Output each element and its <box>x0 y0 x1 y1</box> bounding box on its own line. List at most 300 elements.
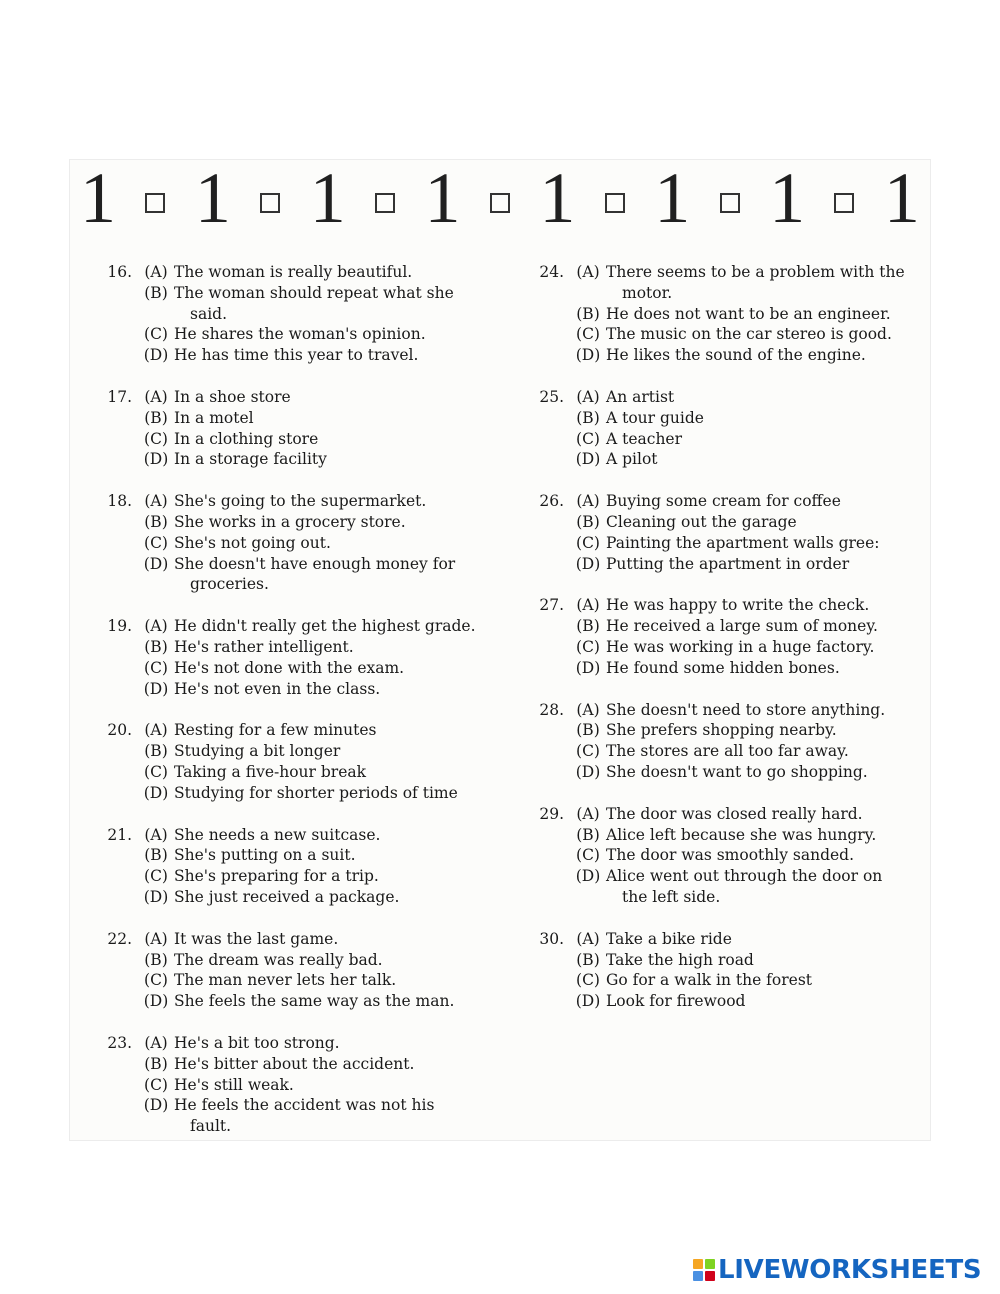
answer-option <box>94 845 514 866</box>
option-text-continuation: said. <box>190 304 228 323</box>
option-text-line: Alice went out through the door on <box>606 867 883 886</box>
option-text-line: A pilot <box>606 450 658 469</box>
header-box-icon <box>260 193 280 213</box>
option-text <box>606 262 926 304</box>
answer-option <box>94 783 514 804</box>
option-text <box>606 658 926 679</box>
option-text-line: The stores are all too far away. <box>606 742 849 761</box>
option-text-line: He didn't really get the highest grade. <box>174 617 476 636</box>
question-block <box>94 491 514 595</box>
answer-option <box>94 637 514 658</box>
answer-option <box>94 429 514 450</box>
option-text <box>174 408 514 429</box>
option-text-line: The dream was really bad. <box>174 950 383 969</box>
question-number: 28. <box>539 700 564 719</box>
question-number: 30. <box>539 929 564 948</box>
option-text-line: She's not going out. <box>174 533 331 552</box>
option-letter: (A) <box>144 617 168 636</box>
option-text <box>606 825 926 846</box>
option-text-continuation: motor. <box>622 283 673 302</box>
header-section-number: 1 <box>194 158 231 238</box>
option-text <box>606 533 926 554</box>
option-letter: (B) <box>144 512 168 531</box>
logo-square <box>693 1259 703 1269</box>
option-letter: (C) <box>576 429 600 448</box>
option-letter: (D) <box>143 346 169 365</box>
option-text <box>174 887 514 908</box>
option-letter: (B) <box>576 408 600 427</box>
option-text-line: He was happy to write the check. <box>606 596 870 615</box>
question-number: 23. <box>107 1033 132 1052</box>
question-block <box>526 700 926 783</box>
option-letter: (D) <box>575 762 601 781</box>
answer-option <box>94 741 514 762</box>
answer-option <box>526 929 926 950</box>
answer-option <box>526 637 926 658</box>
answer-option <box>94 554 514 596</box>
number-spacer <box>94 991 138 1012</box>
number-spacer <box>526 658 570 679</box>
option-text <box>174 429 514 450</box>
option-letter: (B) <box>144 283 168 302</box>
number-spacer <box>526 304 570 325</box>
option-text <box>174 533 514 554</box>
answer-option <box>526 304 926 325</box>
question-block <box>526 387 926 470</box>
answer-option <box>94 658 514 679</box>
option-text-line: In a clothing store <box>174 429 319 448</box>
question-block <box>526 491 926 574</box>
option-text-line: The man never lets her talk. <box>174 971 397 990</box>
option-text <box>174 262 514 283</box>
header-box-icon <box>490 193 510 213</box>
number-spacer <box>526 554 570 575</box>
answer-option <box>526 262 926 304</box>
number-spacer <box>94 408 138 429</box>
question-block <box>94 387 514 470</box>
option-letter: (A) <box>576 387 600 406</box>
number-spacer <box>526 429 570 450</box>
option-text <box>174 554 514 596</box>
option-letter: (A) <box>144 263 168 281</box>
question-number: 22. <box>107 929 132 948</box>
question-block <box>526 804 926 908</box>
answer-option <box>94 616 514 637</box>
option-letter: (C) <box>144 867 168 886</box>
number-spacer <box>94 449 138 470</box>
number-spacer <box>526 345 570 366</box>
number-spacer <box>94 658 138 679</box>
option-letter: (D) <box>143 992 169 1011</box>
option-letter: (C) <box>576 846 600 865</box>
answer-option <box>94 1075 514 1096</box>
number-spacer <box>526 408 570 429</box>
option-text <box>606 637 926 658</box>
questions-right-column <box>526 262 926 1033</box>
option-text <box>606 741 926 762</box>
option-text-line: He does not want to be an engineer. <box>606 304 891 323</box>
option-text <box>174 783 514 804</box>
question-number: 19. <box>107 617 132 636</box>
option-text <box>606 304 926 325</box>
answer-option <box>526 804 926 825</box>
option-text-line: She doesn't have enough money for <box>174 554 456 573</box>
number-spacer <box>94 866 138 887</box>
option-text-line: He's bitter about the accident. <box>174 1054 415 1073</box>
question-number: 20. <box>107 721 132 740</box>
option-text <box>174 616 514 637</box>
option-letter: (C) <box>144 325 168 344</box>
answer-option <box>94 1095 514 1137</box>
option-text <box>174 1075 514 1096</box>
answer-option <box>94 1054 514 1075</box>
number-spacer <box>94 283 138 325</box>
option-letter: (D) <box>575 554 601 573</box>
answer-option <box>94 449 514 470</box>
question-block <box>94 616 514 699</box>
option-text-line: He's a bit too strong. <box>174 1033 340 1052</box>
option-text <box>606 491 926 512</box>
option-text <box>606 762 926 783</box>
option-letter: (A) <box>144 492 168 511</box>
question-number: 29. <box>539 804 564 823</box>
option-letter: (D) <box>575 658 601 677</box>
number-spacer <box>526 324 570 345</box>
answer-option <box>526 845 926 866</box>
option-text-line: She's going to the supermarket. <box>174 492 427 511</box>
option-letter: (D) <box>143 783 169 802</box>
number-spacer <box>94 345 138 366</box>
number-spacer <box>526 720 570 741</box>
option-letter: (A) <box>576 804 600 823</box>
number-spacer <box>94 970 138 991</box>
header-box-icon <box>834 193 854 213</box>
option-text-continuation: groceries. <box>190 575 269 594</box>
number-spacer <box>94 950 138 971</box>
number-spacer <box>94 429 138 450</box>
header-box-icon <box>145 193 165 213</box>
option-text <box>606 345 926 366</box>
option-letter: (D) <box>143 450 169 469</box>
option-text <box>174 1054 514 1075</box>
option-letter: (C) <box>144 1075 168 1094</box>
answer-option <box>94 991 514 1012</box>
logo-square <box>693 1271 703 1281</box>
option-letter: (B) <box>576 950 600 969</box>
option-text-line: She's putting on a suit. <box>174 846 356 865</box>
option-letter: (B) <box>144 742 168 761</box>
option-text-line: A teacher <box>606 429 683 448</box>
option-text-line: He found some hidden bones. <box>606 658 840 677</box>
option-text-line: Buying some cream for coffee <box>606 492 841 511</box>
answer-option <box>94 970 514 991</box>
option-text-line: Take a bike ride <box>606 929 732 948</box>
number-spacer <box>526 991 570 1012</box>
option-text <box>606 387 926 408</box>
option-text <box>606 512 926 533</box>
option-text-line: She works in a grocery store. <box>174 512 406 531</box>
option-text <box>174 762 514 783</box>
option-letter: (A) <box>576 700 600 719</box>
number-spacer <box>94 512 138 533</box>
header-section-number: 1 <box>424 158 461 238</box>
header-section-number: 1 <box>654 158 691 238</box>
option-text-line: There seems to be a problem with the <box>606 263 905 281</box>
option-letter: (C) <box>576 325 600 344</box>
option-text-line: He shares the woman's opinion. <box>174 325 426 344</box>
answer-option <box>94 387 514 408</box>
number-spacer <box>94 554 138 596</box>
option-text <box>606 429 926 450</box>
number-spacer <box>526 970 570 991</box>
header-box-icon <box>605 193 625 213</box>
question-block <box>94 262 514 366</box>
option-text-line: She needs a new suitcase. <box>174 825 381 844</box>
option-letter: (B) <box>576 825 600 844</box>
answer-option <box>526 825 926 846</box>
number-spacer <box>94 1054 138 1075</box>
answer-option <box>94 345 514 366</box>
header-section-number: 1 <box>80 158 116 238</box>
option-text <box>174 1095 514 1137</box>
option-text <box>174 491 514 512</box>
answer-option <box>526 616 926 637</box>
option-letter: (D) <box>575 867 601 886</box>
option-text <box>606 804 926 825</box>
number-spacer <box>94 887 138 908</box>
option-text <box>174 741 514 762</box>
option-letter: (C) <box>576 971 600 990</box>
option-text <box>606 720 926 741</box>
answer-option <box>526 595 926 616</box>
number-spacer <box>526 637 570 658</box>
option-text <box>174 658 514 679</box>
option-letter: (B) <box>144 637 168 656</box>
number-spacer <box>94 1095 138 1137</box>
option-text <box>174 637 514 658</box>
scanned-worksheet <box>70 160 930 1140</box>
option-text-line: He likes the sound of the engine. <box>606 346 866 365</box>
answer-option <box>526 970 926 991</box>
header-section-number: 1 <box>539 158 576 238</box>
option-text <box>174 866 514 887</box>
option-text <box>174 720 514 741</box>
option-text-continuation: fault. <box>190 1117 232 1136</box>
logo-square <box>705 1259 715 1269</box>
question-block <box>94 720 514 803</box>
question-number: 17. <box>107 387 132 406</box>
option-text-line: Painting the apartment walls gree: <box>606 533 880 552</box>
option-letter: (A) <box>144 825 168 844</box>
logo-mark-icon <box>693 1259 715 1281</box>
option-letter: (B) <box>144 846 168 865</box>
answer-option <box>94 491 514 512</box>
option-letter: (D) <box>143 679 169 698</box>
question-number: 26. <box>539 492 564 511</box>
option-text-line: Resting for a few minutes <box>174 721 377 740</box>
option-text <box>606 845 926 866</box>
answer-option <box>94 679 514 700</box>
logo-text: LIVEWORKSHEETS <box>718 1255 982 1285</box>
option-letter: (C) <box>576 533 600 552</box>
option-text-line: The woman is really beautiful. <box>174 263 413 281</box>
number-spacer <box>94 762 138 783</box>
option-letter: (C) <box>144 429 168 448</box>
option-text-line: The door was closed really hard. <box>606 804 863 823</box>
number-spacer <box>94 741 138 762</box>
option-letter: (B) <box>576 721 600 740</box>
option-text <box>174 950 514 971</box>
answer-option <box>94 887 514 908</box>
option-text-line: Studying for shorter periods of time <box>174 783 458 802</box>
answer-option <box>94 533 514 554</box>
option-text-line: It was the last game. <box>174 929 339 948</box>
option-text-line: Take the high road <box>606 950 754 969</box>
option-text <box>606 950 926 971</box>
option-text-line: He's still weak. <box>174 1075 294 1094</box>
option-text-line: The woman should repeat what she <box>174 283 454 302</box>
option-text <box>174 929 514 950</box>
question-block <box>526 262 926 366</box>
question-number: 25. <box>539 387 564 406</box>
option-text-line: In a storage facility <box>174 450 327 469</box>
option-letter: (C) <box>576 637 600 656</box>
option-text <box>174 512 514 533</box>
question-block <box>526 595 926 678</box>
option-letter: (A) <box>576 263 600 281</box>
answer-option <box>526 720 926 741</box>
option-text-line: He's rather intelligent. <box>174 637 354 656</box>
option-text <box>606 970 926 991</box>
answer-option <box>526 387 926 408</box>
header-box-icon <box>720 193 740 213</box>
number-spacer <box>94 637 138 658</box>
answer-option <box>526 762 926 783</box>
option-letter: (A) <box>144 387 168 406</box>
number-spacer <box>94 533 138 554</box>
option-letter: (C) <box>144 762 168 781</box>
option-letter: (A) <box>144 929 168 948</box>
section-header <box>80 158 920 238</box>
option-text <box>174 1033 514 1054</box>
question-number: 27. <box>539 596 564 615</box>
option-letter: (C) <box>144 658 168 677</box>
option-text-line: He was working in a huge factory. <box>606 637 875 656</box>
option-text <box>174 449 514 470</box>
option-text <box>606 616 926 637</box>
answer-option <box>526 554 926 575</box>
answer-option <box>526 950 926 971</box>
option-letter: (A) <box>576 492 600 511</box>
option-letter: (D) <box>143 554 169 573</box>
answer-option <box>94 762 514 783</box>
option-text <box>174 845 514 866</box>
answer-option <box>94 324 514 345</box>
option-text-line: An artist <box>606 387 675 406</box>
option-text-line: In a shoe store <box>174 387 291 406</box>
option-letter: (B) <box>576 512 600 531</box>
answer-option <box>526 512 926 533</box>
option-text-line: She doesn't want to go shopping. <box>606 762 868 781</box>
option-text <box>606 700 926 721</box>
number-spacer <box>94 1075 138 1096</box>
answer-option <box>94 950 514 971</box>
number-spacer <box>526 449 570 470</box>
option-text-line: She feels the same way as the man. <box>174 992 455 1011</box>
option-letter: (D) <box>575 450 601 469</box>
option-text <box>606 991 926 1012</box>
answer-option <box>94 1033 514 1054</box>
option-letter: (B) <box>576 617 600 636</box>
option-text-line: Studying a bit longer <box>174 742 341 761</box>
questions-left-column <box>94 262 514 1158</box>
option-text-line: A tour guide <box>606 408 704 427</box>
answer-option <box>526 408 926 429</box>
option-text <box>606 408 926 429</box>
option-letter: (D) <box>575 992 601 1011</box>
option-text-line: He has time this year to travel. <box>174 346 419 365</box>
answer-option <box>526 449 926 470</box>
option-text-line: The music on the car stereo is good. <box>606 325 892 344</box>
answer-option <box>526 533 926 554</box>
option-letter: (A) <box>144 721 168 740</box>
number-spacer <box>526 845 570 866</box>
question-number: 18. <box>107 492 132 511</box>
option-letter: (B) <box>144 1054 168 1073</box>
number-spacer <box>94 845 138 866</box>
option-text-line: He's not done with the exam. <box>174 658 405 677</box>
answer-option <box>526 491 926 512</box>
option-letter: (B) <box>576 304 600 323</box>
number-spacer <box>526 762 570 783</box>
option-text-line: In a motel <box>174 408 254 427</box>
answer-option <box>94 866 514 887</box>
liveworksheets-logo[interactable] <box>693 1255 981 1285</box>
option-text-line: Cleaning out the garage <box>606 512 797 531</box>
option-letter: (B) <box>144 408 168 427</box>
option-text <box>606 554 926 575</box>
option-text-line: He feels the accident was not his <box>174 1096 435 1115</box>
option-text-line: He received a large sum of money. <box>606 617 878 636</box>
option-letter: (D) <box>143 887 169 906</box>
option-text-line: The door was smoothly sanded. <box>606 846 855 865</box>
answer-option <box>526 700 926 721</box>
answer-option <box>526 429 926 450</box>
option-letter: (A) <box>144 1033 168 1052</box>
answer-option <box>94 512 514 533</box>
option-letter: (D) <box>143 1096 169 1115</box>
number-spacer <box>526 741 570 762</box>
answer-option <box>526 991 926 1012</box>
option-text-line: Go for a walk in the forest <box>606 971 813 990</box>
option-text <box>174 283 514 325</box>
option-letter: (B) <box>144 950 168 969</box>
answer-option <box>94 825 514 846</box>
question-block <box>94 1033 514 1137</box>
header-section-number: 1 <box>883 158 920 238</box>
number-spacer <box>526 533 570 554</box>
answer-option <box>526 866 926 908</box>
option-text <box>606 595 926 616</box>
answer-option <box>526 741 926 762</box>
question-number: 24. <box>539 263 564 281</box>
answer-option <box>94 283 514 325</box>
option-text <box>606 324 926 345</box>
option-letter: (C) <box>144 971 168 990</box>
option-letter: (A) <box>576 929 600 948</box>
option-text-line: Taking a five-hour break <box>174 762 367 781</box>
option-text <box>606 866 926 908</box>
